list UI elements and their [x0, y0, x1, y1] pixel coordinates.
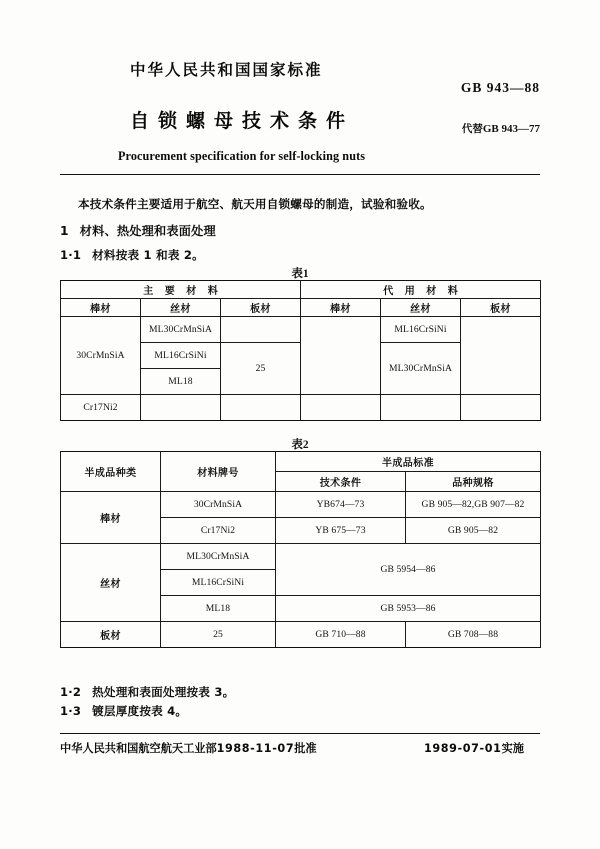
- table-2-col-spec: 品种规格: [406, 472, 541, 492]
- standard-code: GB 943—88: [460, 80, 540, 95]
- table-1-cell-main-plate-1: [221, 317, 301, 343]
- table-2-cell-spec-2: GB 905—82: [406, 518, 541, 544]
- table-1-cell-main-wire-2: ML16CrSiNi: [141, 343, 221, 369]
- table-1-cell-main-wire-1: ML30CrMnSiA: [141, 317, 221, 343]
- table-1-caption: [60, 265, 540, 281]
- footer-divider-rule: [60, 733, 540, 734]
- table-1-cell-main-wire-3: ML18: [141, 369, 221, 395]
- table-1-column-header-row: [61, 299, 541, 317]
- footer-effective-word: 实施: [501, 742, 524, 755]
- table-2-header-row-1: [61, 452, 541, 472]
- clause-1-1-number: 1·1: [60, 248, 82, 262]
- table-2-cell-grade-6: 25: [161, 622, 276, 648]
- footer-effective-date: 1989-07-01: [424, 742, 502, 755]
- table-1-cell-alt-plate-4: [461, 395, 541, 421]
- table-row: [61, 395, 541, 421]
- table-1-caption-label: 表: [291, 266, 303, 280]
- table-2-cell-grade-4: ML16CrSiNi: [161, 570, 276, 596]
- table-1-cell-main-bar-1: 30CrMnSiA: [61, 317, 141, 395]
- section-1-heading: [60, 222, 216, 239]
- table-1-col-alt-wire: 丝材: [381, 299, 461, 317]
- table-1-cell-main-wire-4: [141, 395, 221, 421]
- table-1-col-alt-plate: 板材: [461, 299, 541, 317]
- clause-1-3: [60, 703, 187, 719]
- clause-1-2: [60, 684, 234, 700]
- standard-title-en: Procurement specification for self-locking nuts: [118, 149, 366, 163]
- table-1-col-main-wire: 丝材: [141, 299, 221, 317]
- table-2-semifinished: [60, 451, 541, 648]
- table-1-cell-alt-wire-1: ML16CrSiNi: [381, 317, 461, 343]
- table-1-cell-alt-bar-4: [301, 395, 381, 421]
- document-header: [60, 58, 540, 164]
- section-1-number: 1: [60, 224, 69, 238]
- table-2-col-kind: 半成品种类: [61, 452, 161, 492]
- table-1-group-header-row: [61, 281, 541, 299]
- table-1-cell-main-plate-2: 25: [221, 343, 301, 395]
- table-1-cell-alt-bar-1: [301, 317, 381, 395]
- clause-1-3-number: 1·3: [60, 704, 82, 718]
- table-row: [61, 544, 541, 570]
- footer-effective: [424, 740, 524, 756]
- table-1-caption-number: 1: [302, 268, 309, 280]
- table-2-cell-merged-1: GB 5954—86: [276, 544, 541, 596]
- table-2-cell-kind-wire: 丝材: [61, 544, 161, 622]
- table-1-cell-main-plate-4: [221, 395, 301, 421]
- clause-1-2-number: 1·2: [60, 685, 82, 699]
- table-row: [61, 622, 541, 648]
- intro-paragraph: 本技术条件主要适用于航空、航天用自锁螺母的制造，试验和验收。: [78, 197, 432, 211]
- clause-1-3-text: 镀层厚度按表 4。: [92, 704, 188, 718]
- table-2-col-tech: 技术条件: [276, 472, 406, 492]
- table-2-col-standard: 半成品标准: [276, 452, 541, 472]
- table-2-caption-label: 表: [291, 437, 303, 451]
- table-1-group-alt: 代 用 材 料: [301, 281, 541, 299]
- footer-approve-word: 批准: [294, 742, 317, 755]
- table-2-caption-number: 2: [302, 439, 309, 451]
- table-1-col-main-plate: 板材: [221, 299, 301, 317]
- table-1-group-main: 主 要 材 料: [61, 281, 301, 299]
- footer-issuer: 中华人民共和国航空航天工业部: [60, 742, 217, 755]
- footer-approve-date: 1988-11-07: [216, 742, 295, 755]
- table-1-cell-alt-plate-1: [461, 317, 541, 395]
- header-divider-rule: [60, 174, 540, 175]
- table-2-cell-grade-1: 30CrMnSiA: [161, 492, 276, 518]
- clause-1-2-text: 热处理和表面处理按表 3。: [92, 685, 235, 699]
- table-2-cell-kind-bar: 棒材: [61, 492, 161, 544]
- table-1-materials: [60, 280, 541, 421]
- section-1-title: 材料、热处理和表面处理: [79, 224, 216, 238]
- national-standard-line: 中华人民共和国国家标准: [130, 61, 323, 79]
- table-2-cell-tech-2: YB 675—73: [276, 518, 406, 544]
- replaces-code: GB 943—77: [482, 123, 540, 135]
- table-2-cell-tech-6: GB 710—88: [276, 622, 406, 648]
- table-1-cell-main-bar-4: Cr17Ni2: [61, 395, 141, 421]
- table-2-cell-spec-1: GB 905—82,GB 907—82: [406, 492, 541, 518]
- table-row: [61, 492, 541, 518]
- table-1-col-main-bar: 棒材: [61, 299, 141, 317]
- replaces-label: 代替: [461, 123, 483, 135]
- table-2-caption: [60, 436, 540, 452]
- table-row: [61, 317, 541, 343]
- table-2-cell-tech-1: YB674—73: [276, 492, 406, 518]
- table-2-cell-spec-6: GB 708—88: [406, 622, 541, 648]
- table-2-cell-grade-3: ML30CrMnSiA: [161, 544, 276, 570]
- table-1-cell-alt-wire-4: [381, 395, 461, 421]
- table-2-cell-kind-plate: 板材: [61, 622, 161, 648]
- table-2-cell-merged-2: GB 5953—86: [276, 596, 541, 622]
- table-1-cell-alt-wire-2: ML30CrMnSiA: [381, 343, 461, 395]
- standard-title-cn: 自锁螺母技术条件: [130, 110, 355, 132]
- table-1-col-alt-bar: 棒材: [301, 299, 381, 317]
- clause-1-1: [60, 247, 204, 263]
- footer-approval: [60, 740, 317, 756]
- clause-1-1-text: 材料按表 1 和表 2。: [92, 248, 204, 262]
- replaces-note: [462, 121, 540, 136]
- table-2-cell-grade-2: Cr17Ni2: [161, 518, 276, 544]
- table-2-cell-grade-5: ML18: [161, 596, 276, 622]
- table-2-col-grade: 材料牌号: [161, 452, 276, 492]
